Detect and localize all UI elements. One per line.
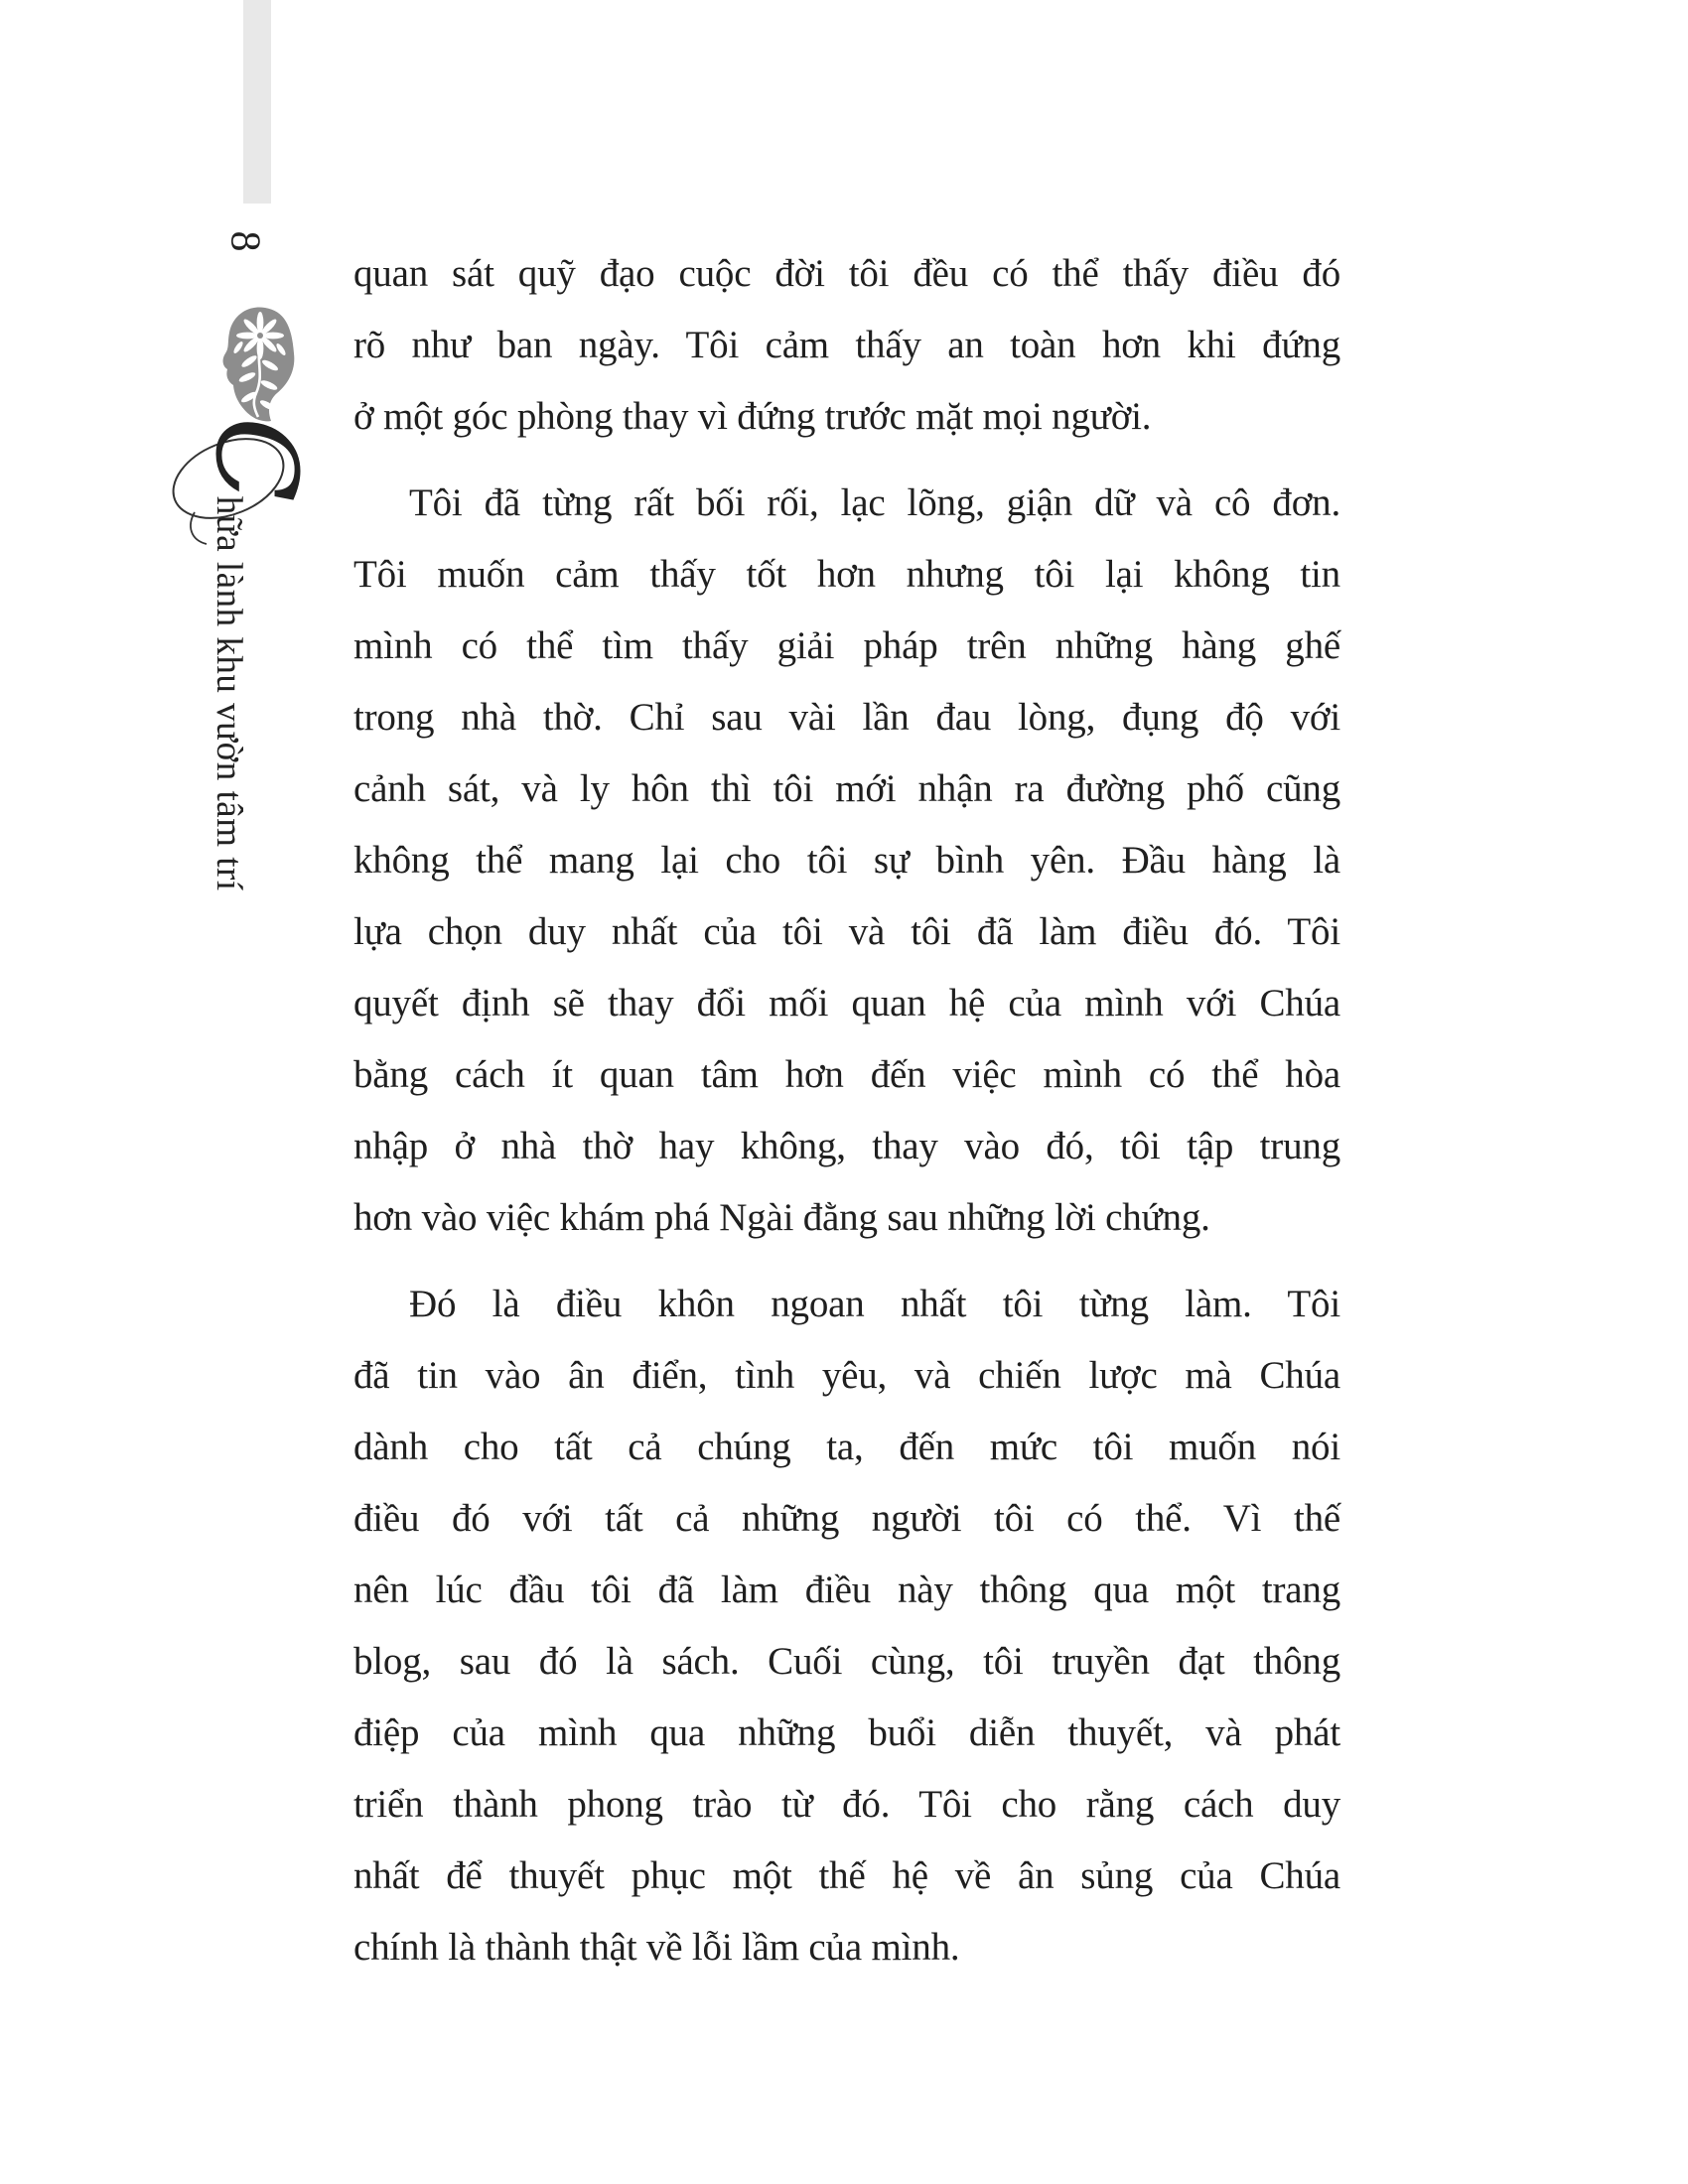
text-line: hơn vào việc khám phá Ngài đằng sau những lời chứng. [353,1196,1210,1239]
paragraph [353,1269,1340,1983]
text-line: cảnh sát, và ly hôn thì tôi mới nhận ra đường phố cũng [353,767,1340,810]
text-line: điều đó với tất cả những người tôi có thể. Vì thế [353,1497,1340,1540]
paragraph [353,468,1340,1254]
head-with-flower-icon [218,304,302,425]
text-line: quan sát quỹ đạo cuộc đời tôi đều có thể thấy điều đó [353,252,1340,295]
text-line: chính là thành thật về lỗi lầm của mình. [353,1926,960,1969]
text-line: nhất để thuyết phục một thế hệ về ân sủng của Chúa [353,1854,1340,1897]
text-line: điệp của mình qua những buổi diễn thuyết, và phát [353,1711,1340,1754]
text-line: nên lúc đầu tôi đã làm điều này thông qua một trang [353,1569,1340,1611]
title-rest: hữa lành khu vườn tâm trí [209,495,249,891]
text-line: mình có thể tìm thấy giải pháp trên những hàng ghế [353,624,1340,667]
text-line: không thể mang lại cho tôi sự bình yên. Đầu hàng là [353,839,1340,882]
text-line: dành cho tất cả chúng ta, đến mức tôi muốn nói [353,1426,1340,1468]
text-line: nhập ở nhà thờ hay không, thay vào đó, tôi tập trung [353,1125,1340,1167]
text-line: bằng cách ít quan tâm hơn đến việc mình có thể hòa [353,1053,1340,1096]
book-title-vertical [191,417,320,891]
text-line: đã tin vào ân điển, tình yêu, và chiến lược mà Chúa [353,1354,1340,1397]
paragraph [353,238,1340,453]
text-line: trong nhà thờ. Chỉ sau vài lần đau lòng, đụng độ với [353,696,1340,739]
text-line: blog, sau đó là sách. Cuối cùng, tôi truyền đạt thông [353,1640,1340,1683]
page-number: 8 [221,230,268,252]
title-initial: C [191,417,320,496]
text-line: rõ như ban ngày. Tôi cảm thấy an toàn hơn khi đứng [353,324,1340,366]
text-line: ở một góc phòng thay vì đứng trước mặt mọi người. [353,395,1152,438]
text-line: Tôi muốn cảm thấy tốt hơn nhưng tôi lại không tin [353,553,1340,596]
text-line: quyết định sẽ thay đổi mối quan hệ của mình với Chúa [353,982,1340,1024]
text-line: Đó là điều khôn ngoan nhất tôi từng làm. Tôi [409,1283,1340,1325]
text-line: lựa chọn duy nhất của tôi và tôi đã làm điều đó. Tôi [353,910,1340,953]
text-line: Tôi đã từng rất bối rối, lạc lõng, giận dữ và cô đơn. [409,481,1340,524]
page-edge-bar [243,0,271,204]
body-text [353,238,1340,1983]
text-line: triển thành phong trào từ đó. Tôi cho rằng cách duy [353,1783,1340,1826]
